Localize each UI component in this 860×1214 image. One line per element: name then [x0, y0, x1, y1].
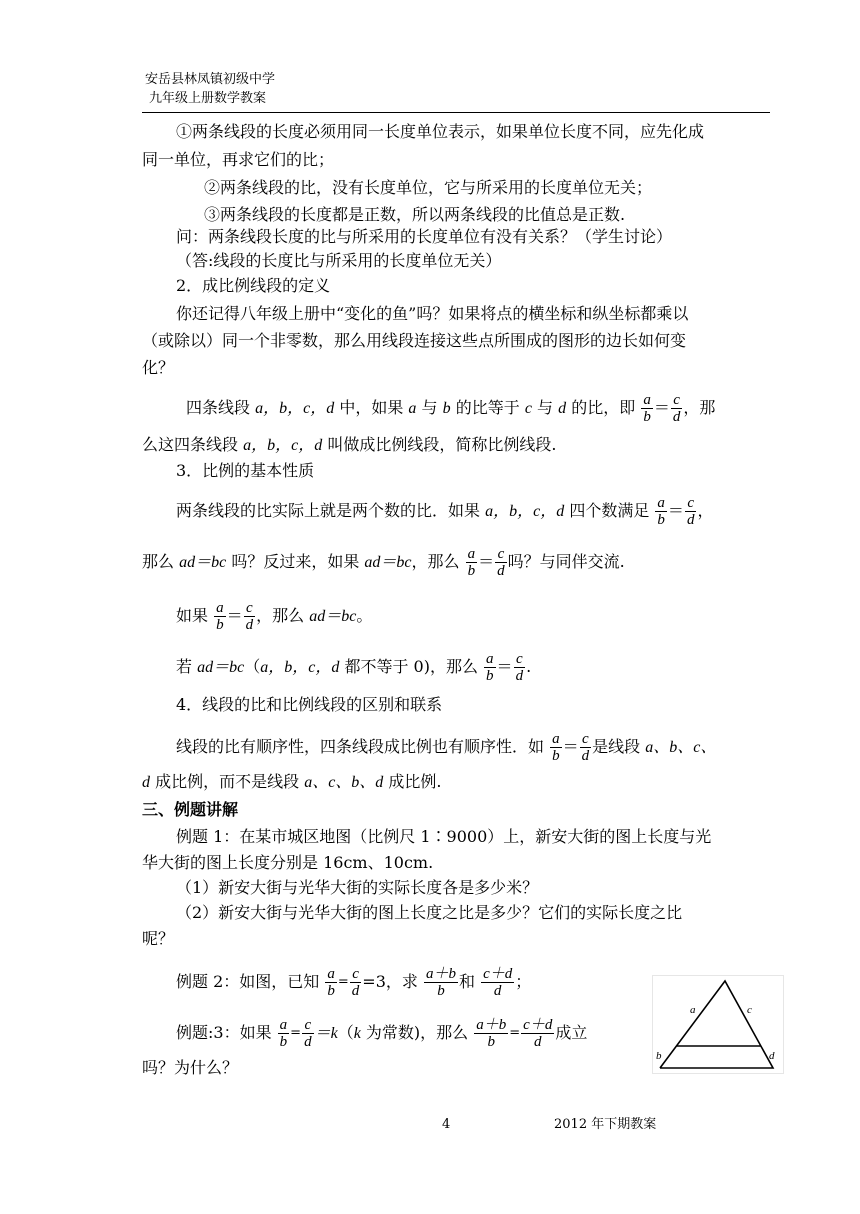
math-var: d: [142, 774, 150, 791]
section-2-p1b: （或除以）同一个非零数，那么用线段连接这些点所围成的图形的边长如何变: [142, 331, 687, 350]
section-4-title: 4．线段的比和比例线段的区别和联系: [176, 695, 443, 714]
text: 的比，即: [571, 398, 636, 417]
math-var: a，b，c，d: [243, 437, 323, 454]
fraction-c-over-d: $\frac{c}{d}$: [497, 546, 505, 579]
math-expr: ＝k: [314, 1025, 338, 1042]
equals-sign: ＝: [478, 552, 495, 571]
section-3-title: 3．比例的基本性质: [176, 461, 315, 480]
equals-sign: ＝: [653, 398, 670, 417]
text: 成立: [555, 1023, 588, 1042]
text: 例题 2：如图，已知: [176, 972, 320, 991]
term-label: 2012 年下期教案: [554, 1117, 657, 1132]
math-var: a、b、c、: [645, 739, 717, 756]
text: 叫做成比例线段，简称比例线段.: [327, 435, 557, 454]
fraction-a-over-b: $\frac{a}{b}$: [643, 392, 651, 425]
fraction-a-plus-b-over-b: $\frac{a+b}{b}$: [476, 1017, 507, 1050]
math-var: a，b，c，d: [255, 400, 335, 417]
text: 。: [356, 606, 373, 625]
text: ；: [515, 972, 532, 991]
text: 的比等于: [455, 398, 520, 417]
fraction-c-over-d: $\frac{c}{d}$: [304, 1017, 312, 1050]
fraction-a-over-b: $\frac{a}{b}$: [657, 495, 665, 528]
text: 吗？反过来，如果: [231, 552, 360, 571]
text: 如果: [176, 606, 209, 625]
text: 成比例，而不是线段: [155, 772, 300, 791]
definition-line-2: [142, 434, 556, 457]
fraction-a-over-b: $\frac{a}{b}$: [216, 600, 224, 633]
example-1a: 例题 1：在某市城区地图（比例尺 1∶9000）上，新安大街的图上长度与光: [176, 827, 712, 846]
text: 两条线段的比实际上就是两个数的比．如果: [176, 501, 481, 520]
text: 吗？与同伴交流.: [507, 552, 625, 571]
fraction-c-over-d: $\frac{c}{d}$: [672, 392, 681, 425]
example-2: [176, 966, 531, 999]
text: 若: [176, 657, 193, 676]
text: 与: [537, 398, 554, 417]
course-name: 九年级上册数学教案: [149, 91, 267, 106]
text: 和: [458, 972, 475, 991]
note-1a: ①两条线段的长度必须用同一长度单位表示，如果单位长度不同，应先化成: [176, 122, 705, 141]
example-1-q2b: 呢？: [142, 929, 175, 948]
examples-heading: 三、例题讲解: [142, 800, 239, 819]
text: 都不等于 0)，那么: [344, 657, 478, 676]
equals-sign: =: [337, 974, 349, 990]
note-1b: 同一单位，再求它们的比；: [142, 150, 335, 169]
fraction-c-over-d: $\frac{c}{d}$: [515, 651, 524, 684]
example-3: [176, 1017, 587, 1050]
text: ，: [697, 501, 714, 520]
fraction-a-plus-b-over-b: $\frac{a+b}{b}$: [425, 966, 456, 999]
definition-line-1: [186, 392, 715, 425]
equals-sign: ＝: [226, 606, 243, 625]
text: 线段的比有顺序性，四条线段成比例也有顺序性．如: [176, 737, 545, 756]
math-expr: ad＝bc: [364, 554, 412, 571]
section-4-p1: [176, 731, 716, 764]
fraction-a-over-b: $\frac{a}{b}$: [486, 651, 494, 684]
example-1-q1: （1）新安大街与光华大街的实际长度各是多少米？: [176, 878, 539, 897]
note-2: ②两条线段的比，没有长度单位，它与所采用的长度单位无关；: [204, 178, 653, 197]
equals-sign: =: [290, 1025, 302, 1041]
example-3b: 吗？为什么？: [142, 1058, 239, 1077]
equals-sign: ＝: [496, 657, 513, 676]
math-var: a: [408, 400, 417, 417]
math-var: a，b，c，d: [485, 503, 565, 520]
section-3-p3: [176, 600, 372, 633]
fraction-c-over-d: $\frac{c}{d}$: [686, 495, 695, 528]
note-3: ③两条线段的长度都是正数，所以两条线段的比值总是正数.: [204, 205, 626, 224]
fraction-c-over-d: $\frac{c}{d}$: [245, 600, 254, 633]
school-name: 安岳县林凤镇初级中学: [145, 72, 276, 87]
fraction-c-plus-d-over-d: $\frac{c+d}{d}$: [483, 966, 513, 999]
example-1-q2a: （2）新安大街与光华大街的图上长度之比是多少？它们的实际长度之比: [176, 903, 683, 922]
equals-sign: ＝: [667, 501, 684, 520]
label-c: c: [747, 1004, 752, 1016]
math-var: c: [524, 400, 532, 417]
math-expr: ad＝bc: [197, 659, 245, 676]
section-4-p2: [142, 771, 442, 794]
section-3-p2: [142, 546, 625, 579]
section-3-p4: 若 ad＝bc（a，b，c，d 都不等于 0)，那么 $\frac{a}{b}$ ＝ $\frac{c}{d}$ .: [176, 651, 532, 684]
triangle-figure: [652, 975, 784, 1074]
equals-sign: ＝: [562, 737, 579, 756]
text: 么这四条线段: [142, 435, 239, 454]
fraction-a-over-b: $\frac{a}{b}$: [327, 966, 335, 999]
fraction-c-over-d: $\frac{c}{d}$: [581, 731, 590, 764]
math-var: k: [353, 1025, 361, 1042]
text: ，那么: [411, 552, 460, 571]
fraction-c-plus-d-over-d: $\frac{c+d}{d}$: [523, 1017, 553, 1050]
text: 中，如果: [339, 398, 404, 417]
text: 四条线段: [186, 398, 251, 417]
page-number: 4: [442, 1117, 451, 1132]
math-var: b: [442, 400, 451, 417]
text: 成比例.: [388, 772, 442, 791]
text: 那么: [142, 552, 175, 571]
label-b: b: [656, 1050, 662, 1062]
answer: （答:线段的长度比与所采用的长度单位无关）: [176, 251, 502, 270]
text: （: [337, 1023, 354, 1042]
math-var: a，b，c，d: [260, 659, 340, 676]
math-var: d: [558, 400, 567, 417]
text: =3，求: [362, 972, 418, 991]
text: 四个数满足: [569, 501, 650, 520]
section-3-p1: [176, 495, 713, 528]
math-var: a、c、b、d: [304, 774, 384, 791]
section-2-title: 2．成比例线段的定义: [176, 276, 331, 295]
text: ，那么: [256, 606, 305, 625]
fraction-a-over-b: $\frac{a}{b}$: [467, 546, 476, 579]
label-d: d: [769, 1050, 775, 1062]
equals-sign: =: [509, 1025, 521, 1041]
fraction-c-over-d: $\frac{c}{d}$: [351, 966, 360, 999]
example-1b: 华大街的图上长度分别是 16cm、10cm.: [142, 853, 434, 872]
section-2-p1c: 化？: [142, 358, 175, 377]
header-rule: [142, 112, 770, 113]
text: 是线段: [592, 737, 641, 756]
math-expr: ad＝bc: [309, 608, 357, 625]
text: 例题:3：如果: [176, 1023, 272, 1042]
fraction-a-over-b: $\frac{a}{b}$: [279, 1017, 288, 1050]
math-expr: ad＝bc: [179, 554, 227, 571]
section-2-p1a: 你还记得八年级上册中“变化的鱼”吗？如果将点的横坐标和纵坐标都乘以: [176, 304, 689, 323]
text: （: [244, 657, 261, 676]
text: ，那: [683, 398, 716, 417]
label-a: a: [690, 1004, 696, 1016]
text: 为常数)，那么: [365, 1023, 469, 1042]
question: 问：两条线段长度的比与所采用的长度单位有没有关系？（学生讨论）: [176, 227, 673, 246]
fraction-a-over-b: $\frac{a}{b}$: [552, 731, 560, 764]
triangle-outline: [660, 981, 773, 1068]
text: 与: [421, 398, 438, 417]
